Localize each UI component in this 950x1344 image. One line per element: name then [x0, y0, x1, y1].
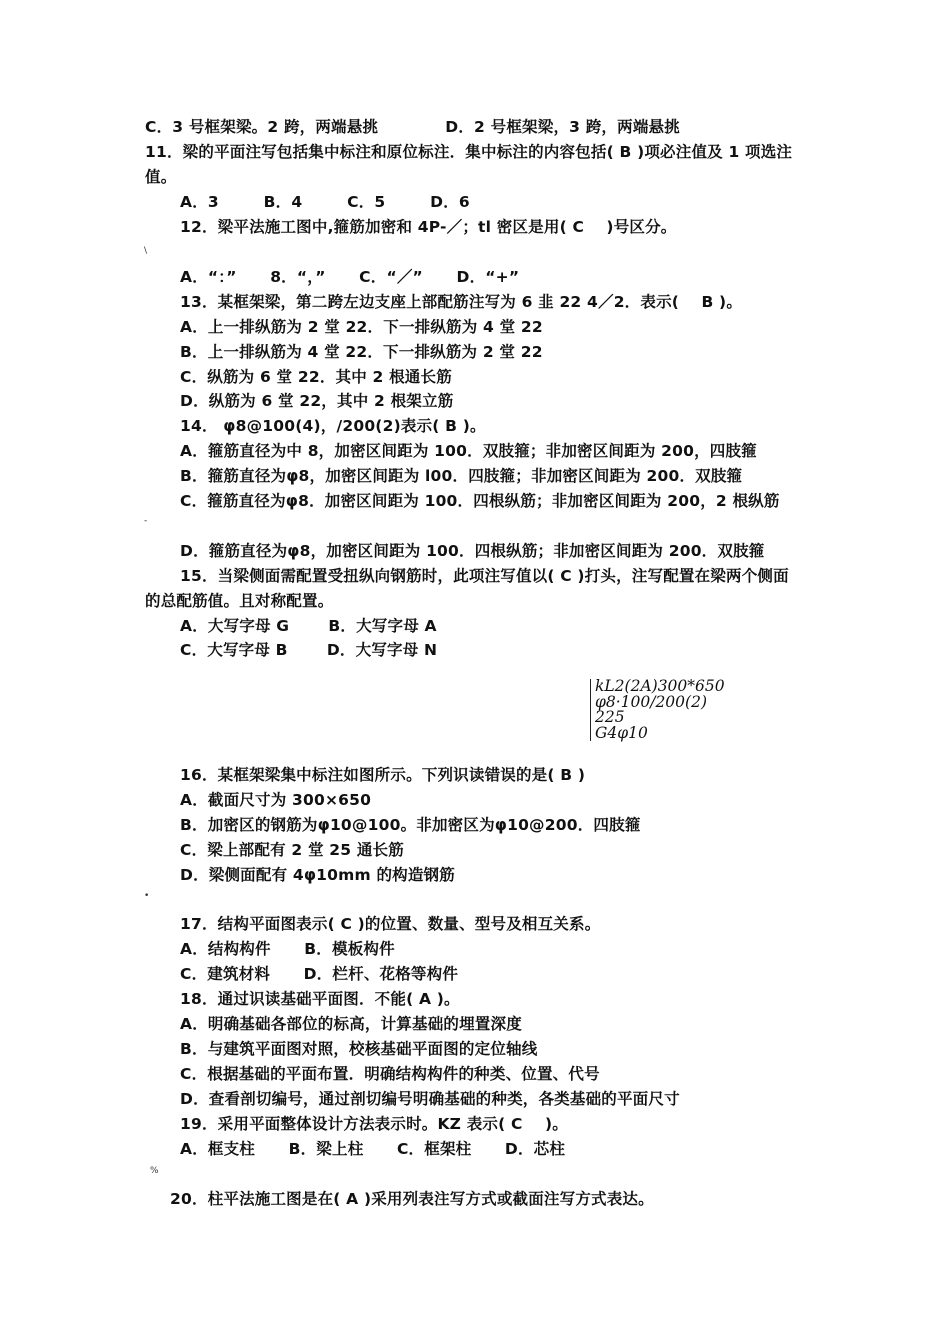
- text-line: 11．梁的平面注写包括集中标注和原位标注．集中标注的内容包括( B )项必注值及 1 项选注: [145, 143, 793, 161]
- text-line: 16．某框架梁集中标注如图所示。下列识读错误的是( B ): [180, 766, 586, 784]
- text-line: A．框支柱 B．梁上柱 C．框架柱 D．芯柱: [180, 1140, 566, 1158]
- stray-mark: •: [144, 891, 150, 901]
- text-line: A．3 B．4 C．5 D．6: [180, 193, 470, 211]
- text-line: D．箍筋直径为φ8，加密区间距为 100．四根纵筋；非加密区间距为 200．双肢箍: [180, 542, 765, 560]
- figure-line: kL2(2A)300*650: [595, 677, 725, 695]
- text-line: B．加密区的钢筋为φ10@100。非加密区为φ10@200．四肢箍: [180, 816, 641, 834]
- beam-annotation-figure: [590, 679, 725, 741]
- text-line: 13．某框架梁，第二跨左边支座上部配筋注写为 6 韭 22 4／2．表示( B )。: [180, 293, 743, 311]
- text-line: C．箍筋直径为φ8．加密区间距为 100．四根纵筋；非加密区间距为 200，2 根纵筋: [180, 492, 780, 510]
- text-line: C．3 号框架梁。2 跨，两端悬挑 D．2 号框架梁，3 跨，两端悬挑: [145, 118, 680, 136]
- text-line: D．查看剖切编号，通过剖切编号明确基础的种类，各类基础的平面尺寸: [180, 1090, 680, 1108]
- text-line: 的总配筋值。且对称配置。: [145, 592, 334, 610]
- text-line: 18．通过识读基础平面图．不能( A )。: [180, 990, 460, 1008]
- text-line: C．梁上部配有 2 堂 25 通长筋: [180, 841, 404, 859]
- text-line: C．建筑材料 D．栏杆、花格等构件: [180, 965, 459, 983]
- text-line: A．截面尺寸为 300×650: [180, 791, 372, 809]
- text-line: 17．结构平面图表示( C )的位置、数量、型号及相互关系。: [180, 915, 601, 933]
- text-line: 12．梁平法施工图中,箍筋加密和 4P-／；tl 密区是用( C )号区分。: [180, 218, 677, 236]
- figure-line: 225: [595, 708, 625, 726]
- text-line: A．明确基础各部位的标高，计算基础的埋置深度: [180, 1015, 522, 1033]
- text-line: 14． φ8@100(4)，/200(2)表示( B )。: [180, 417, 486, 435]
- figure-line: G4φ10: [595, 723, 648, 742]
- stray-mark: \: [144, 246, 148, 256]
- text-line: D．纵筋为 6 堂 22，其中 2 根架立筋: [180, 392, 454, 410]
- text-line: 15．当梁侧面需配置受扭纵向钢筋时，此项注写值以( C )打头，注写配置在梁两个侧面: [180, 567, 789, 585]
- text-line: A．“：” 8．“，” C．“／” D．“+”: [180, 268, 520, 286]
- text-line: C．根据基础的平面布置．明确结构构件的种类、位置、代号: [180, 1065, 600, 1083]
- text-line: B．上一排纵筋为 4 堂 22．下一排纵筋为 2 堂 22: [180, 343, 543, 361]
- text-line: B．箍筋直径为φ8，加密区间距为 l00．四肢箍；非加密区间距为 200．双肢箍: [180, 467, 743, 485]
- text-line: 值。: [145, 168, 177, 186]
- text-line: B．与建筑平面图对照，校核基础平面图的定位轴线: [180, 1040, 538, 1058]
- figure-line: φ8·100/200(2): [595, 692, 707, 711]
- text-line: D．梁侧面配有 4φ10mm 的构造钢筋: [180, 866, 455, 884]
- text-line: 20．柱平法施工图是在( A )采用列表注写方式或截面注写方式表达。: [170, 1190, 654, 1208]
- text-line: C．大写字母 B D．大写字母 N: [180, 641, 438, 659]
- text-line: A．结构构件 B．模板构件: [180, 940, 395, 958]
- text-line: C．纵筋为 6 堂 22．其中 2 根通长筋: [180, 368, 452, 386]
- stray-mark: -: [144, 516, 148, 526]
- text-line: 19．采用平面整体设计方法表示时。KZ 表示( C )。: [180, 1115, 568, 1133]
- text-line: A．箍筋直径为中 8，加密区间距为 100．双肢箍；非加密区间距为 200，四肢箍: [180, 442, 757, 460]
- text-line: A．上一排纵筋为 2 堂 22．下一排纵筋为 4 堂 22: [180, 318, 543, 336]
- stray-mark: %: [150, 1166, 159, 1176]
- text-line: A．大写字母 G B．大写字母 A: [180, 617, 437, 635]
